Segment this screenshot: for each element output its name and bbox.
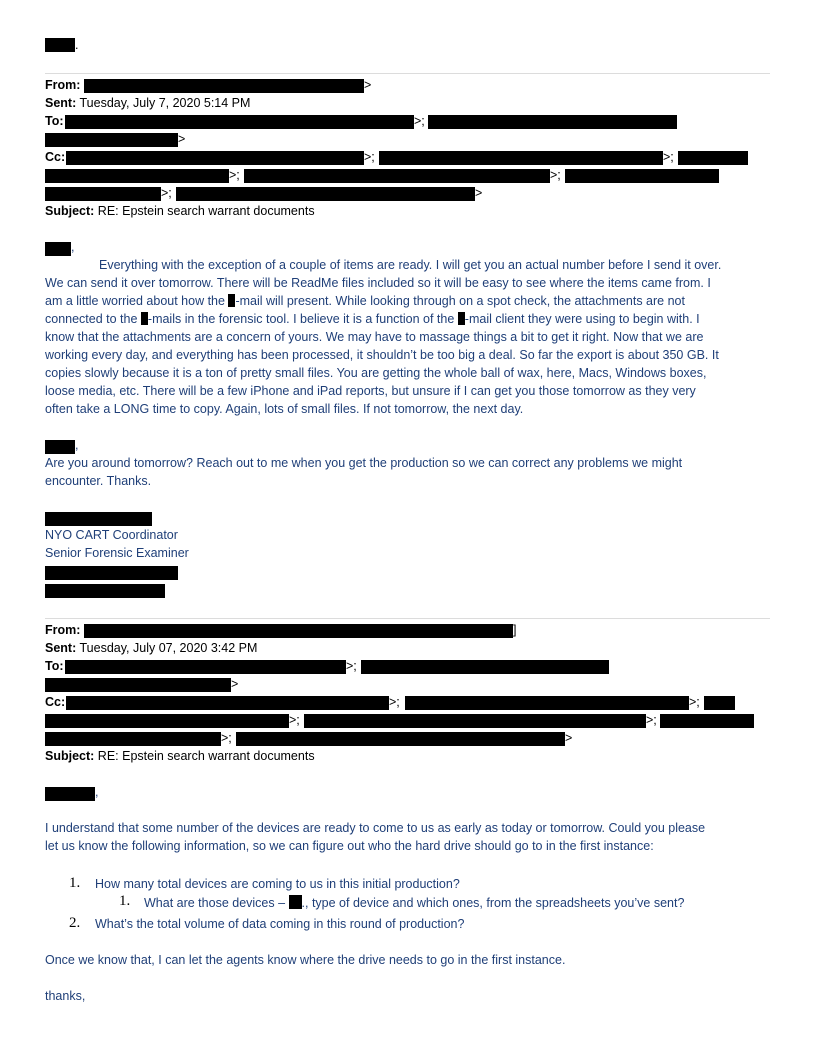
list-item: What are those devices – ., type of device and which ones, from the spreadsheets you’ve sent? <box>144 896 685 910</box>
sent-line: Sent: Tuesday, July 07, 2020 3:42 PM <box>45 641 258 655</box>
divider <box>45 73 770 74</box>
redaction <box>379 151 663 165</box>
body-line: often take a LONG time to copy. Again, lots of small files. If not tomorrow, the next day. <box>45 402 524 416</box>
body-line: Are you around tomorrow? Reach out to me when you get the production so we can correct any problems we might <box>45 456 683 470</box>
redaction <box>289 895 302 909</box>
redaction <box>66 696 389 710</box>
redaction <box>65 115 414 129</box>
subject-line: Subject: RE: Epstein search warrant documents <box>45 749 315 763</box>
redaction <box>45 440 75 454</box>
redaction <box>45 714 289 728</box>
redaction <box>45 678 231 692</box>
redaction <box>45 512 152 526</box>
redaction <box>458 312 465 325</box>
list-number: 1. <box>69 875 81 891</box>
redaction <box>45 566 178 580</box>
list-item: What’s the total volume of data coming in this round of production? <box>95 917 465 931</box>
redaction <box>45 169 229 183</box>
sent-value: Tuesday, July 07, 2020 3:42 PM <box>79 641 258 655</box>
body-line: encounter. Thanks. <box>45 474 152 488</box>
list-item: How many total devices are coming to us in this initial production? <box>95 877 460 891</box>
redaction <box>660 714 754 728</box>
redaction <box>405 696 689 710</box>
to-label: To: <box>45 114 64 128</box>
subject-value: RE: Epstein search warrant documents <box>97 204 315 218</box>
body-line: let us know the following information, so we can figure out who the hard drive should go to in the first instance: <box>45 839 654 853</box>
list-number: 1. <box>119 893 131 909</box>
redaction <box>84 79 364 93</box>
sent-value: Tuesday, July 7, 2020 5:14 PM <box>79 96 251 110</box>
body-line: We can send it over tomorrow. There will be ReadMe files included so it will be easy to see where the items came from. I <box>45 276 711 290</box>
redaction <box>704 696 735 710</box>
from-label: From: <box>45 78 81 92</box>
redaction <box>84 624 513 638</box>
body-line: loose media, etc. There will be a few iPhone and iPad reports, but unsure if I can get you those tomorrow as they very <box>45 384 696 398</box>
list-number: 2. <box>69 915 81 931</box>
body-line: Once we know that, I can let the agents know where the drive needs to go in the first instance. <box>45 953 566 967</box>
body-line: connected to the -mails in the forensic tool. I believe it is a function of the -mail client they were using to begin with. I <box>45 312 700 326</box>
redaction <box>236 732 565 746</box>
redaction <box>45 187 161 201</box>
redaction <box>66 151 364 165</box>
redaction <box>65 660 346 674</box>
cc-label: Cc: <box>45 695 66 709</box>
redaction <box>565 169 719 183</box>
redaction <box>45 787 95 801</box>
body-line: am a little worried about how the -mail will present. While looking through on a spot check, the attachments are not <box>45 294 685 308</box>
sent-line: Sent: Tuesday, July 7, 2020 5:14 PM <box>45 96 251 110</box>
to-label: To: <box>45 659 64 673</box>
redaction <box>304 714 646 728</box>
body-line: working every day, and everything has been processed, it shouldn’t be too big a deal. So far the export is about 350 GB. It <box>45 348 719 362</box>
redaction <box>244 169 550 183</box>
signature-title: NYO CART Coordinator <box>45 528 178 542</box>
redaction <box>361 660 609 674</box>
redaction <box>141 312 148 325</box>
body-line: know that the attachments are a concern of yours. We may have to massage things a bit to get it right. Now that we are <box>45 330 704 344</box>
redaction <box>45 38 75 52</box>
signature-title: Senior Forensic Examiner <box>45 546 189 560</box>
redaction <box>678 151 748 165</box>
redaction <box>45 133 178 147</box>
redaction <box>45 732 221 746</box>
closing: thanks, <box>45 989 86 1003</box>
redaction <box>176 187 475 201</box>
punctuation: . <box>75 38 79 52</box>
subject-value: RE: Epstein search warrant documents <box>97 749 315 763</box>
redaction <box>45 584 165 598</box>
cc-label: Cc: <box>45 150 66 164</box>
redaction <box>428 115 677 129</box>
body-line: I understand that some number of the devices are ready to come to us as early as today or tomorrow. Could you please <box>45 821 706 835</box>
body-line: copies slowly because it is a ton of pretty small files. You are getting the whole ball of wax, here, Macs, Windows boxes, <box>45 366 707 380</box>
body-line: Everything with the exception of a couple of items are ready. I will get you an actual number before I send it over. <box>99 258 722 272</box>
from-label: From: <box>45 623 81 637</box>
divider <box>45 618 770 619</box>
subject-line: Subject: RE: Epstein search warrant documents <box>45 204 315 218</box>
redaction <box>45 242 71 256</box>
